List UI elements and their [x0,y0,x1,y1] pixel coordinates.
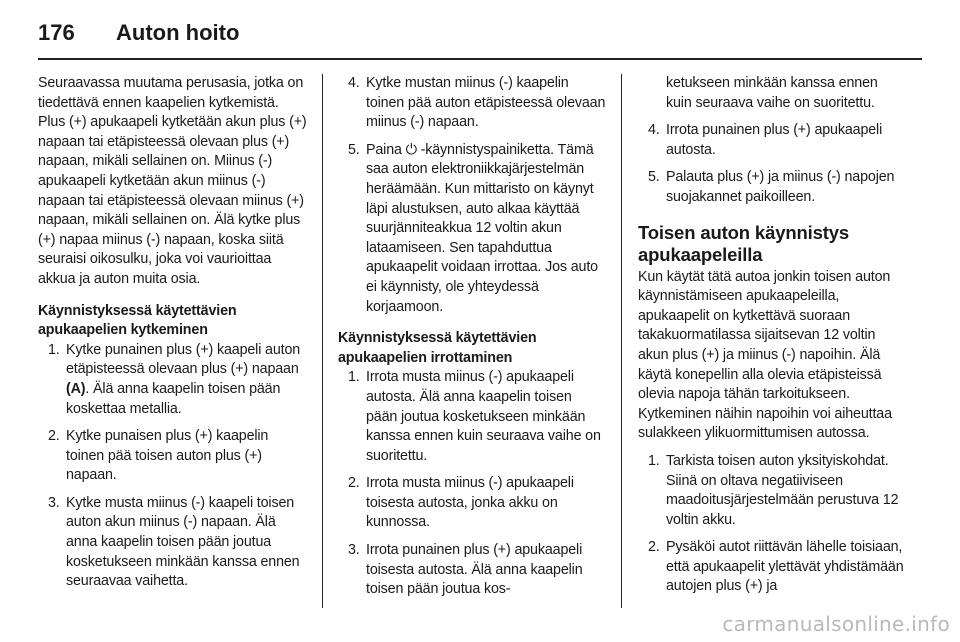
list-item: 5. Paina ⏻ -käynnistyspainiketta. Tämä saa auton elektroniikkajärjestelmän heräämään. Kun mittaristo on käynyt läpi alustuksen, auto alkaa käyttää suurjänniteakkua 12 voltin akun lataamiseen. Sen tapahduttua apukaapelit voidaan irrottaa. Jos auto ei käynnisty, ole yhteydessä korjaamoon. [348,141,598,315]
column-divider-1 [322,74,323,608]
column-2 [338,74,606,608]
list-item: 2. Kytke punaisen plus (+) kaapelin toinen pää toisen auton plus (+) napaan. [48,428,269,484]
connect-steps-list [38,341,308,592]
list-item: 1. Irrota musta miinus (-) apukaapeli autosta. Älä anna kaapelin toisen pään joutua kosketukseen minkään kanssa ennen kuin seuraava vaihe on suoritettu. [348,369,601,464]
list-item-continued: ketukseen minkään kanssa ennen kuin seuraava vaihe on suoritettu. [666,75,878,111]
list-item: 3. Irrota punainen plus (+) apukaapeli toisesta autosta. Älä anna kaapelin toisen pään joutua kos- [348,542,583,598]
section-paragraph: Kun käytät tätä autoa jonkin toisen auton käynnistämiseen apukaapeleilla, apukaapelit on kytkettävä suoraan takakuormatilassa sijaitsevan 12 voltin akun plus (+) ja miinus (-) napoihin. Älä käytä konepellin alla olevia etäpisteissä olevia napoja tähän tarkoitukseen. Kytkeminen näihin napoihin voi aiheuttaa sulakkeen ylikuormittumisen autossa. [638,268,892,442]
list-item: 4. Kytke mustan miinus (-) kaapelin toinen pää auton etäpisteessä olevaan miinus (-) napaan. [348,75,606,131]
list-item: 4. Irrota punainen plus (+) apukaapeli autosta. [648,122,883,158]
connect-cables-heading: Käynnistyksessä käytettävien apukaapelien kytkeminen [38,302,237,339]
page-number: 176 [38,20,75,45]
column-1 [38,74,308,600]
column-divider-2 [621,74,622,608]
section-heading: Toisen auton käynnistys apukaapeleilla [638,221,850,265]
header-rule [38,58,922,60]
list-item: 3. Kytke musta miinus (-) kaapeli toisen auton akun miinus (-) napaan. Älä anna kaapelin toisen pään joutua kosketukseen minkään kanssa ennen seuraavaa vaihetta. [48,494,300,590]
intro-paragraph: Seuraavassa muutama perusasia, jotka on tiedettävä ennen kaapelien kytkemistä. Plus (+) apukaapeli kytketään akun plus (+) napaan tai etäpisteessä olevaan plus (+) napaan, mikäli sellainen on. Miinus (-) apukaapeli kytketään akun miinus (-) napaan tai etäpisteessä olevaan miinus (+) napaan, mikäli sellainen on. Älä kytke plus (+) napaa miinus (-) napaan, koska siitä seuraisi oikosulku, joka voi vaurioittaa akkua ja auton muita osia. [38,75,307,287]
list-item: 2. Irrota musta miinus (-) apukaapeli toisesta autosta, jonka akku on kunnossa. [348,475,574,531]
column-3 [638,74,906,605]
jump-other-car-steps [638,452,906,597]
list-item: 5. Palauta plus (+) ja miinus (-) napojen suojakannet paikoilleen. [648,169,895,205]
connect-steps-continued [338,74,606,317]
list-item: 1. Kytke punainen plus (+) kaapeli auton etäpisteessä olevaan plus (+) napaan (A). Älä anna kaapelin toisen pään koskettaa metallia. [48,341,301,417]
disconnect-steps-continued [638,74,906,208]
disconnect-cables-heading: Käynnistyksessä käytettävien apukaapelien irrottaminen [338,330,537,366]
page-title: Auton hoito [116,20,240,45]
list-item: 1. Tarkista toisen auton yksityiskohdat. Siinä on oltava negatiiviseen maadoitusjärjestelmään perustuva 12 voltin akku. [648,452,899,528]
disconnect-steps-list [338,368,606,600]
list-item: 2. Pysäköi autot riittävän lähelle toisiaan, että apukaapelit ylettävät yhdistämään autojen plus (+) ja [648,539,904,595]
page-header [38,18,922,48]
watermark: carmanualsonline.info [722,612,950,636]
